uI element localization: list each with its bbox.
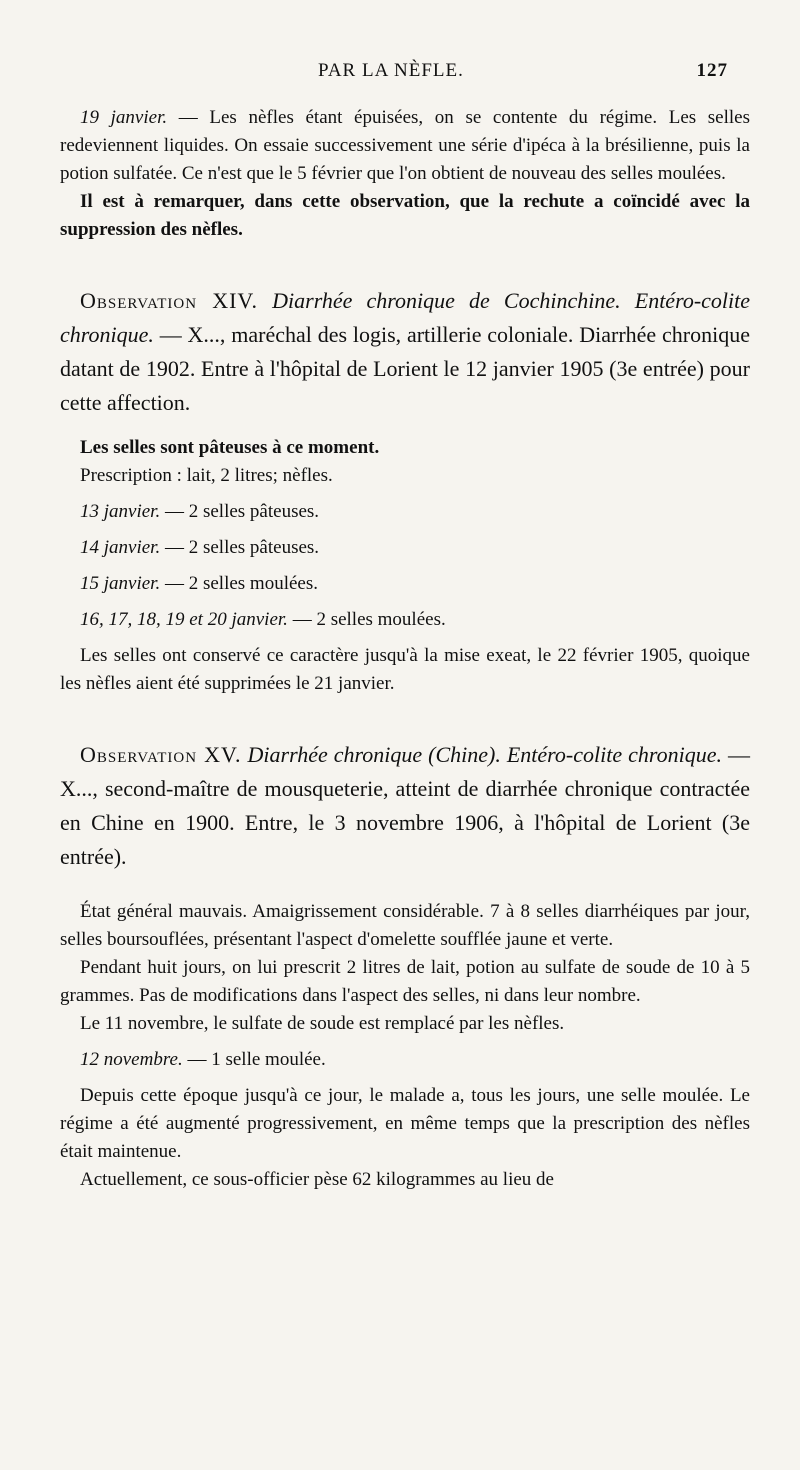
entry-text: — 2 selles pâteuses. [160,501,320,522]
obs15-paragraph: Pendant huit jours, on lui prescrit 2 litres de lait, potion au sulfate de soude de 10 à 5 grammes. Pas de modifications dans l'aspect des selles, ni dans leur nombre. [60,957,750,1006]
spacer [60,420,750,434]
obs14-entry [60,606,750,634]
spacer [60,698,750,738]
observation-15-heading [60,738,750,874]
obs14-entry [60,498,750,526]
obs14-closing: Les selles ont conservé ce caractère jusqu'à la mise exeat, le 22 février 1905, quoique les nèfles aient été supprimées le 21 janvier. [60,645,750,694]
observation-intro: — X..., maréchal des logis, artillerie coloniale. Diarrhée chronique datant de 1902. Entre à l'hôpital de Lorient le 12 janvier 1905 (3e entrée) pour cette affection. [60,322,750,415]
paragraph-19-janvier [60,104,750,188]
obs15-paragraph: Le 11 novembre, le sulfate de soude est remplacé par les nèfles. [80,1013,565,1034]
spacer [60,244,750,284]
observation-14-heading [60,284,750,420]
entry-text: — Les nèfles étant épuisées, on se contente du régime. Les selles redeviennent liquides. On essaie successivement une série d'ipéca à la brésilienne, puis la potion sulfatée. Ce n'est que le 5 février que l'on obtient de nouveau des selles moulées. [60,107,750,184]
obs14-entry [60,534,750,562]
spacer [60,874,750,898]
entry-date: 13 janvier. [80,501,161,522]
page-number: 127 [696,60,728,81]
obs15-paragraph: Depuis cette époque jusqu'à ce jour, le malade a, tous les jours, une selle moulée. Le régime a été augmenté progressivement, en même temps que la prescription des nèfles était maintenue. [60,1085,750,1162]
obs15-entry [60,1046,750,1074]
entry-date: 19 janvier. [80,107,168,128]
entry-text: — 2 selles moulées. [287,609,446,630]
obs14-line-1: Les selles sont pâteuses à ce moment. [80,437,380,458]
obs15-paragraph: Actuellement, ce sous-officier pèse 62 kilogrammes au lieu de [80,1169,554,1190]
entry-date: 14 janvier. [80,537,161,558]
obs14-line-2: Prescription : lait, 2 litres; nèfles. [80,465,333,486]
entry-date: 12 novembre. [80,1049,183,1070]
observation-label: Observation XIV. [80,288,258,313]
observation-title: Diarrhée chronique de Cochinchine. Entéro-colite chronique. [60,288,751,347]
obs14-entry [60,570,750,598]
obs15-paragraph: État général mauvais. Amaigrissement considérable. 7 à 8 selles diarrhéiques par jour, selles boursouflées, présentant l'aspect d'omelette soufflée jaune et verte. [60,901,750,950]
entry-date: 15 janvier. [80,573,161,594]
entry-text: — 1 selle moulée. [182,1049,326,1070]
paragraph-remark: Il est à remarquer, dans cette observation, que la rechute a coïncidé avec la suppression des nèfles. [60,191,750,240]
entry-text: — 2 selles moulées. [160,573,318,594]
entry-text: — 2 selles pâteuses. [160,537,320,558]
observation-intro: — X..., second-maître de mousqueterie, atteint de diarrhée chronique contractée en Chine en 1900. Entre, le 3 novembre 1906, à l'hôpital de Lorient (3e entrée). [60,742,750,869]
running-head [60,60,740,90]
page-content [60,104,750,1194]
observation-label: Observation XV. [80,742,242,767]
observation-title: Diarrhée chronique (Chine). Entéro-colite chronique. [247,742,722,767]
entry-date: 16, 17, 18, 19 et 20 janvier. [80,609,288,630]
running-title: PAR LA NÈFLE. [318,60,464,81]
